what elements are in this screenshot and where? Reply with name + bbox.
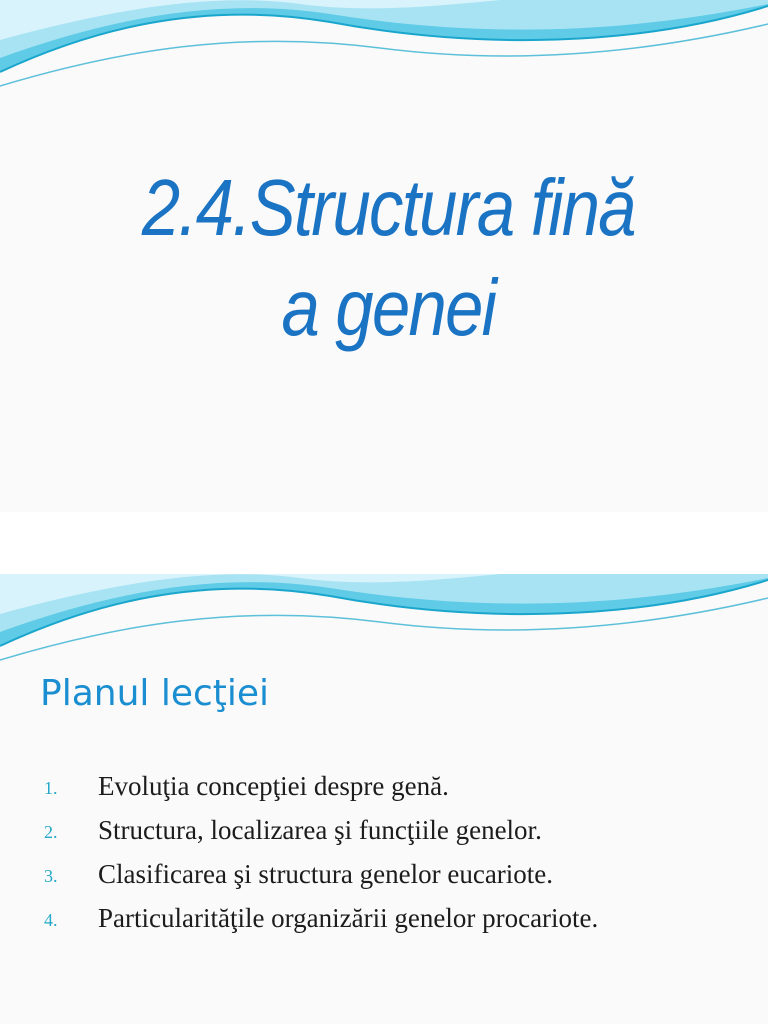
- plan-item-4: [0, 896, 768, 940]
- list-number: 2.: [44, 822, 58, 842]
- header-wave-decoration: [0, 0, 768, 90]
- list-text: Structura, localizarea şi funcţiile genelor.: [98, 815, 542, 845]
- list-text: Clasificarea şi structura genelor eucariote.: [98, 859, 554, 889]
- plan-item-3: [0, 852, 768, 896]
- list-number: 4.: [44, 910, 58, 930]
- list-number: 3.: [44, 866, 58, 886]
- list-text: Evoluţia concepţiei despre genă.: [98, 771, 449, 801]
- plan-slide: [0, 574, 768, 1024]
- list-text: Particularităţile organizării genelor procariote.: [98, 903, 599, 933]
- list-number: 1.: [44, 778, 58, 798]
- plan-heading: Planul lecţiei: [40, 673, 270, 714]
- slide-title: [58, 158, 718, 358]
- slide-divider: [0, 512, 768, 574]
- plan-item-2: [0, 808, 768, 852]
- plan-list: [0, 764, 768, 940]
- header-wave-decoration: [0, 574, 768, 664]
- title-line-1: 2.4.Structura fină: [141, 163, 635, 252]
- title-line-2: a genei: [281, 263, 496, 352]
- plan-item-1: [0, 764, 768, 808]
